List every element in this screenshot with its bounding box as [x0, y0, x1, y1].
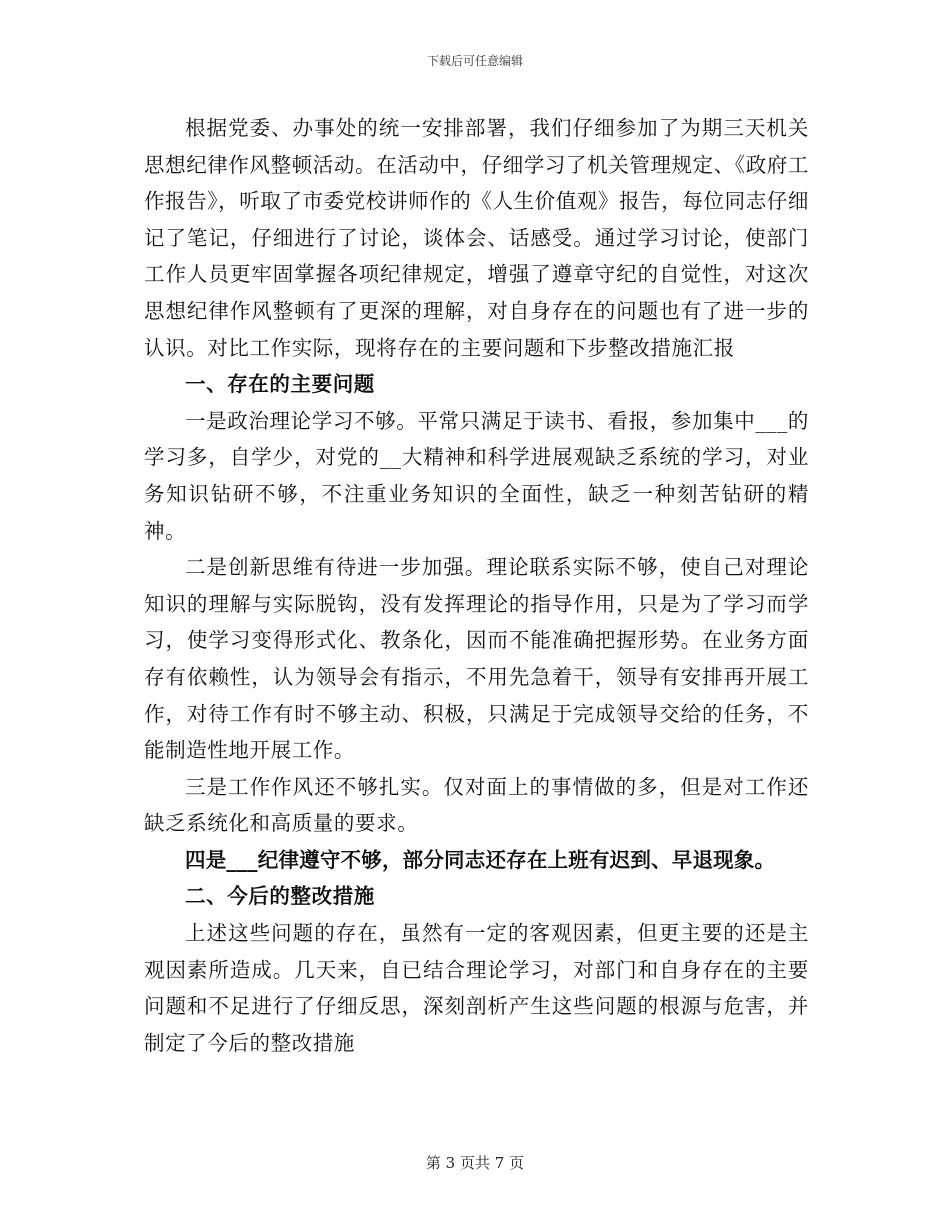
problem-item-1: 一是政治理论学习不够。平常只满足于读书、看报，参加集中___的学习多，自学少，对党的__大精神和科学进展观缺乏系统的学习，对业务知识钻研不够，不注重业务知识的全面性，缺乏一种刻苦钻研的精神。 [144, 408, 809, 543]
problem-item-3: 三是工作作风还不够扎实。仅对面上的事情做的多，但是对工作还缺乏系统化和高质量的要求。 [144, 774, 809, 836]
document-body [144, 110, 809, 1061]
problem-item-4: 四是___纪律遵守不够，部分同志还存在上班有迟到、早退现象。 [185, 847, 776, 872]
section-heading-problems: 一、存在的主要问题 [185, 372, 375, 397]
page-header-note: 下载后可任意编辑 [426, 54, 523, 68]
page-number: 第 3 页共 7 页 [425, 1154, 525, 1172]
intro-paragraph: 根据党委、办事处的统一安排部署，我们仔细参加了为期三天机关思想纪律作风整顿活动。在活动中，仔细学习了机关管理规定、《政府工作报告》，听取了市委党校讲师作的《人生价值观》报告，每位同志仔细记了笔记，仔细进行了讨论，谈体会、话感受。通过学习讨论，使部门工作人员更牢固掌握各项纪律规定，增强了遵章守纪的自觉性，对这次思想纪律作风整顿有了更深的理解，对自身存在的问题也有了进一步的认识。对比工作实际，现将存在的主要问题和下步整改措施汇报 [144, 116, 809, 360]
closing-paragraph: 上述这些问题的存在，虽然有一定的客观因素，但更主要的还是主观因素所造成。几天来，自已结合理论学习，对部门和自身存在的主要问题和不足进行了仔细反思，深刻剖析产生这些问题的根源与危害，并制定了今后的整改措施 [144, 921, 809, 1055]
section-heading-measures: 二、今后的整改措施 [185, 884, 375, 909]
problem-item-2: 二是创新思维有待进一步加强。理论联系实际不够，使自己对理论知识的理解与实际脱钩，没有发挥理论的指导作用，只是为了学习而学习，使学习变得形式化、教条化，因而不能准确把握形势。在业务方面存有依赖性，认为领导会有指示，不用先急着干，领导有安排再开展工作，对待工作有时不够主动、积极，只满足于完成领导交给的任务，不能制造性地开展工作。 [144, 555, 809, 763]
